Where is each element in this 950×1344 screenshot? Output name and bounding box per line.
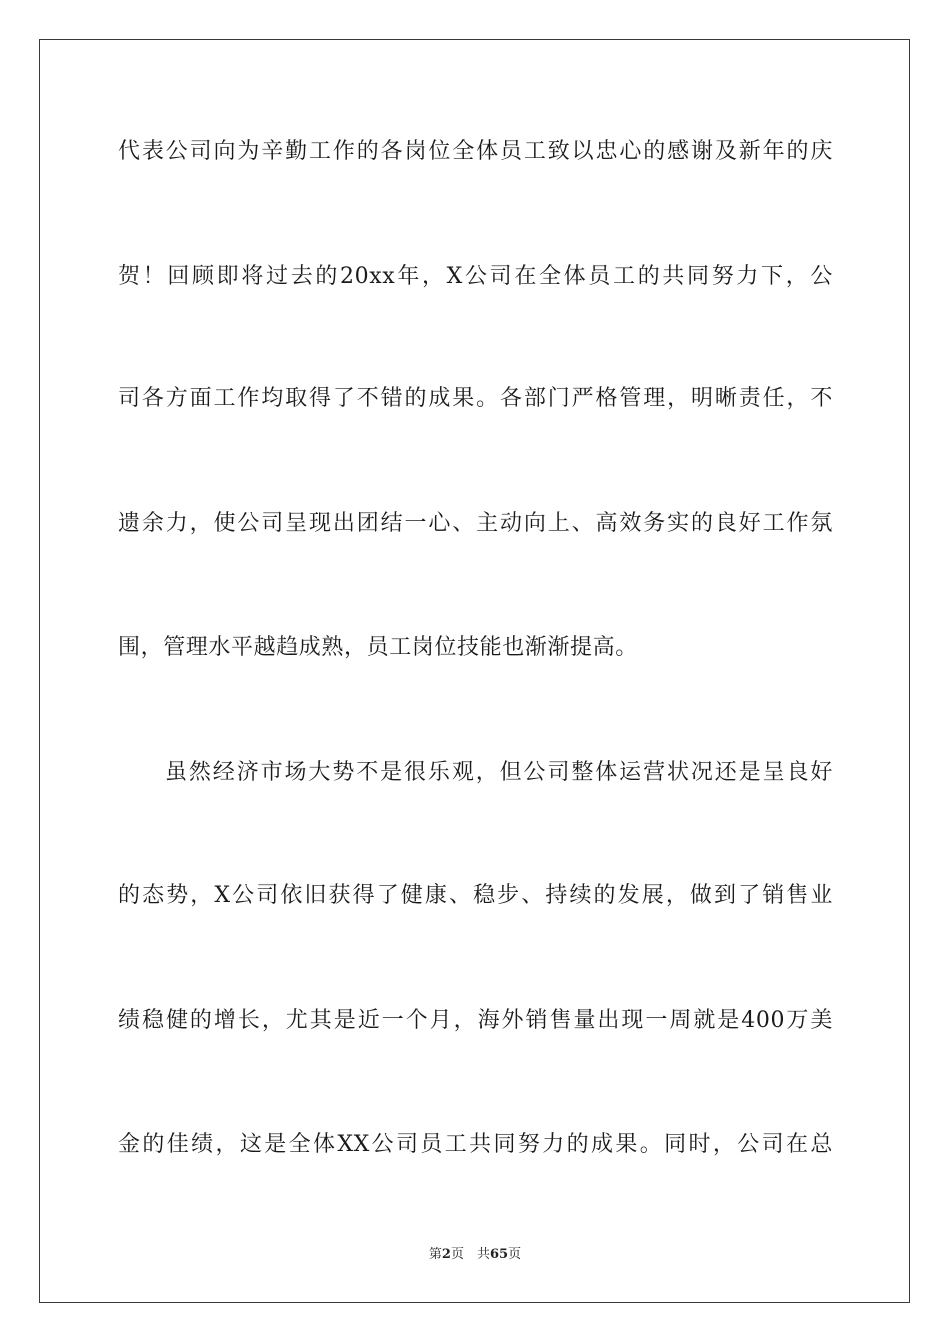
paragraph-line: 的态势，X公司依旧获得了健康、稳步、持续的发展，做到了销售业 — [118, 883, 833, 908]
total-page-number: 65 — [489, 1247, 509, 1262]
current-page-number: 2 — [441, 1247, 451, 1262]
paragraph-line: 围，管理水平越趋成熟，员工岗位技能也渐渐提高。 — [118, 635, 638, 660]
footer-mid: 页 共 — [450, 1247, 490, 1262]
page-border — [39, 39, 910, 1303]
paragraph-line: 虽然经济市场大势不是很乐观，但公司整体运营状况还是呈良好 — [165, 760, 833, 785]
paragraph-line: 遗余力，使公司呈现出团结一心、主动向上、高效务实的良好工作氛 — [118, 511, 833, 536]
paragraph-line: 代表公司向为辛勤工作的各岗位全体员工致以忠心的感谢及新年的庆 — [118, 139, 833, 164]
paragraph-line: 绩稳健的增长，尤其是近一个月，海外销售量出现一周就是400万美 — [118, 1008, 833, 1033]
paragraph-line: 贺！回顾即将过去的20xx年，X公司在全体员工的共同努力下，公 — [118, 264, 833, 289]
footer-prefix: 第 — [428, 1247, 442, 1262]
page-footer — [0, 1246, 950, 1264]
paragraph-line: 金的佳绩，这是全体XX公司员工共同努力的成果。同时，公司在总 — [118, 1132, 833, 1157]
paragraph-line: 司各方面工作均取得了不错的成果。各部门严格管理，明晰责任，不 — [118, 386, 833, 411]
footer-suffix: 页 — [508, 1247, 522, 1262]
